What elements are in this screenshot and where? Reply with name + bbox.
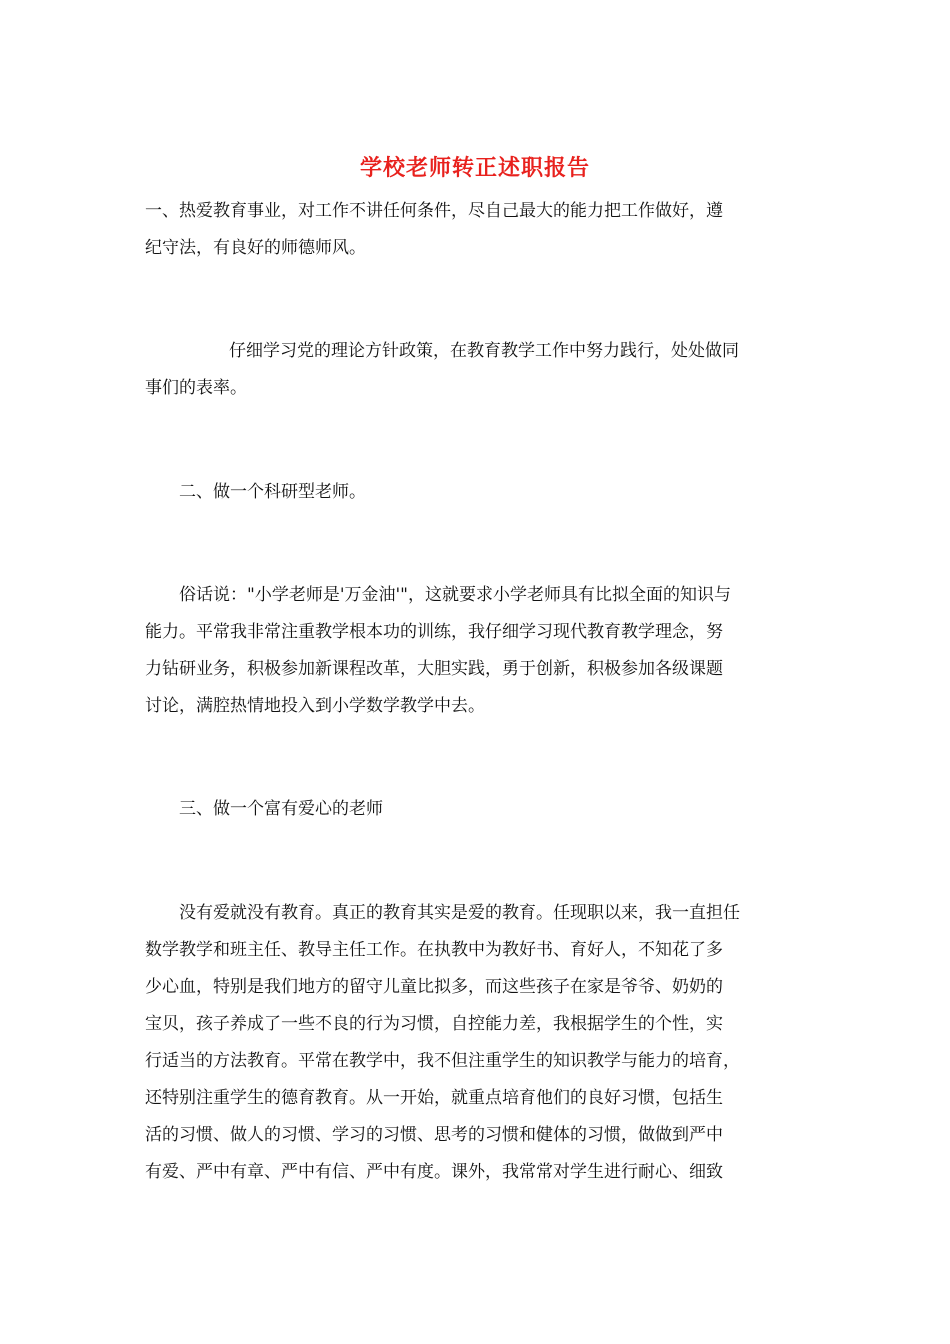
section-heading-3 — [145, 791, 813, 828]
paragraph-4-line-5: 行适当的方法教育。平常在教学中，我不但注重学生的知识教学与能力的培育， — [145, 1051, 740, 1071]
paragraph-2-line-1: 仔细学习党的理论方针政策，在教育教学工作中努力践行，处处做同 — [229, 341, 739, 361]
paragraph-1-line-2: 纪守法，有良好的师德师风。 — [145, 238, 366, 258]
paragraph-4-line-6: 还特别注重学生的德育教育。从一开始，就重点培育他们的良好习惯，包括生 — [145, 1088, 723, 1108]
paragraph-3-line-3: 力钻研业务，积极参加新课程改革，大胆实践，勇于创新，积极参加各级课题 — [145, 659, 723, 679]
section-heading-3-text: 三、做一个富有爱心的老师 — [179, 799, 383, 819]
section-heading-2 — [145, 474, 813, 511]
paragraph-4-line-3: 少心血，特别是我们地方的留守儿童比拟多，而这些孩子在家是爷爷、奶奶的 — [145, 977, 723, 997]
paragraph-4-line-8: 有爱、严中有章、严中有信、严中有度。课外，我常常对学生进行耐心、细致 — [145, 1162, 723, 1182]
paragraph-3-line-4: 讨论，满腔热情地投入到小学数学教学中去。 — [145, 696, 485, 716]
paragraph-3-line-1: 俗话说："小学老师是'万金油'"，这就要求小学老师具有比拟全面的知识与 — [179, 585, 731, 605]
section-heading-2-text: 二、做一个科研型老师。 — [179, 482, 366, 502]
paragraph-4-line-1: 没有爱就没有教育。真正的教育其实是爱的教育。任现职以来，我一直担任 — [179, 903, 740, 923]
paragraph-4-line-7: 活的习惯、做人的习惯、学习的习惯、思考的习惯和健体的习惯，做做到严中 — [145, 1125, 723, 1145]
paragraph-3-line-2: 能力。平常我非常注重教学根本功的训练，我仔细学习现代教育教学理念，努 — [145, 622, 723, 642]
paragraph-1 — [145, 193, 813, 267]
paragraph-2-line-2: 事们的表率。 — [145, 378, 247, 398]
paragraph-4-line-2: 数学教学和班主任、教导主任工作。在执教中为教好书、育好人，不知花了多 — [145, 940, 723, 960]
paragraph-2 — [145, 333, 813, 407]
paragraph-3 — [145, 577, 813, 725]
document-title: 学校老师转正述职报告 — [359, 155, 590, 181]
paragraph-4-line-4: 宝贝，孩子养成了一些不良的行为习惯，自控能力差，我根据学生的个性，实 — [145, 1014, 723, 1034]
paragraph-4 — [145, 895, 813, 1191]
paragraph-1-line-1: 一、热爱教育事业，对工作不讲任何条件，尽自己最大的能力把工作做好，遵 — [145, 201, 723, 221]
